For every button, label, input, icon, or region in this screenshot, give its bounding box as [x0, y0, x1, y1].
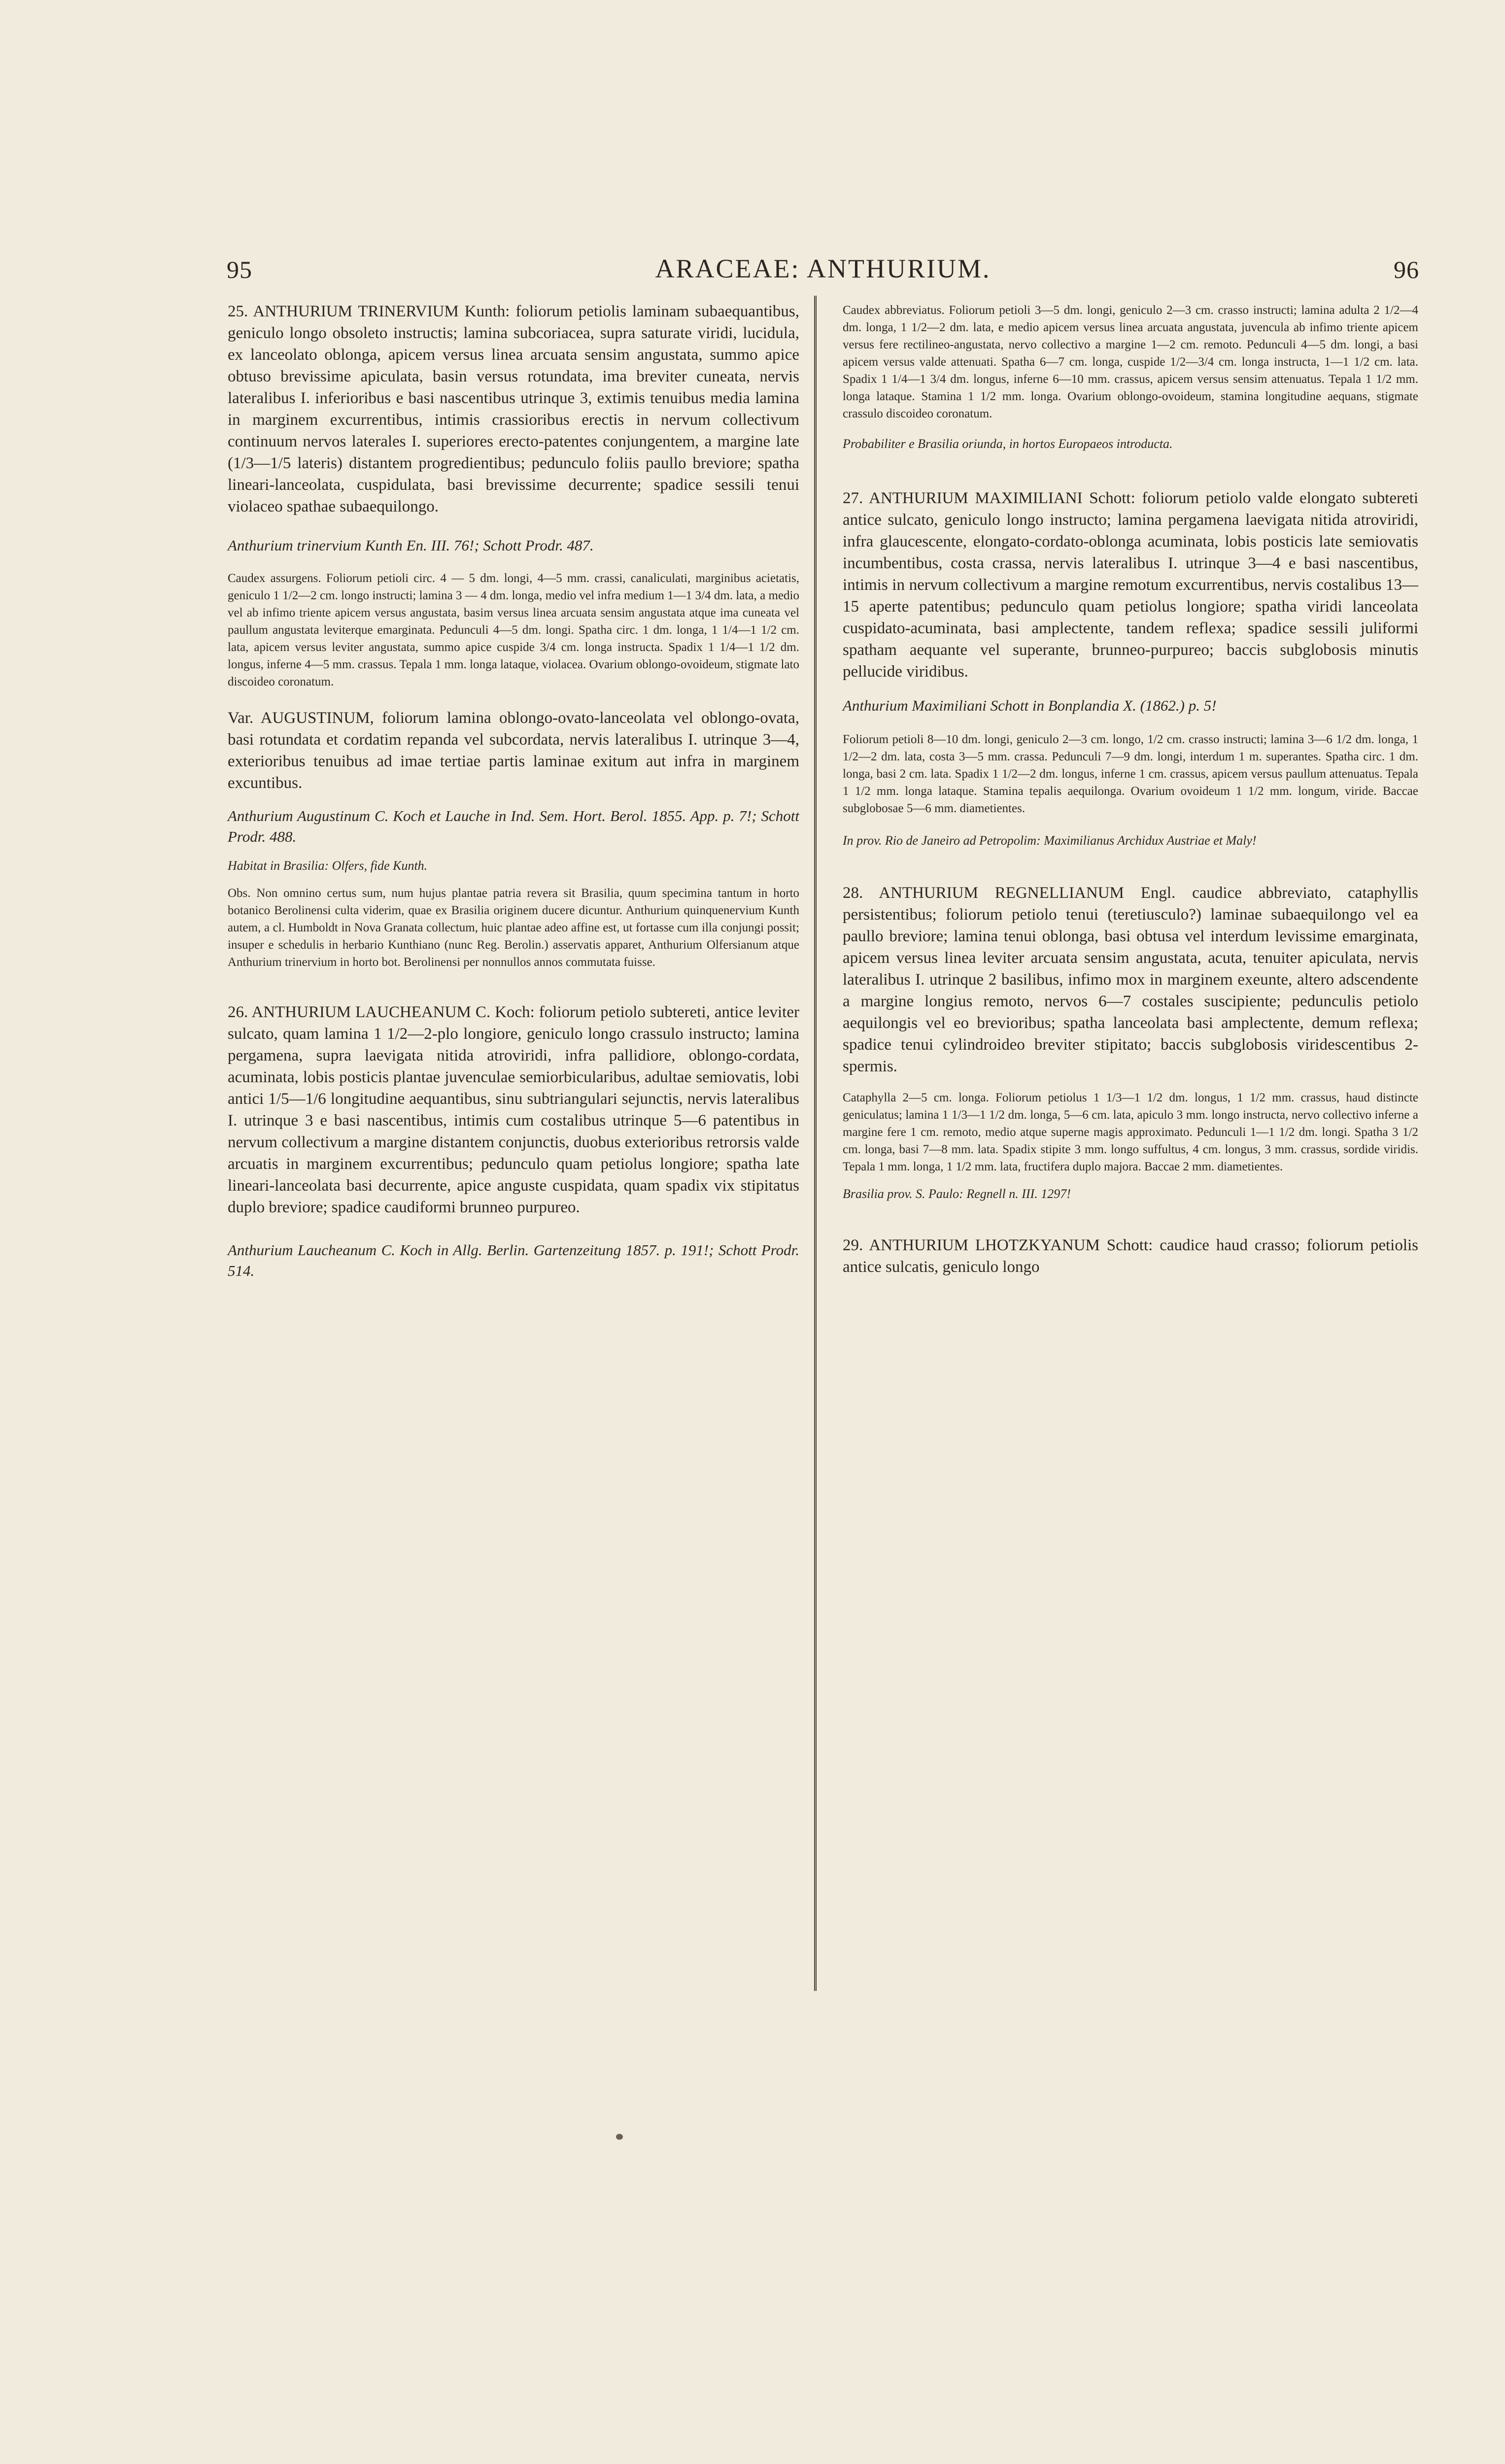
species-26-citation: Anthurium Laucheanum C. Koch in Allg. Berlin. Gartenzeitung 1857. p. 191!; Schott Prodr. 514. [228, 1241, 799, 1279]
page-number-right: 96 [1394, 256, 1419, 283]
species-27-description: 27. ANTHURIUM MAXIMILIANI Schott: foliorum petiolo valde elongato subtereti antice sulcato, geniculo longo instructo; lamina pergamena laevigata nitida atroviridi, infra glaucescente, elongato-cordato-oblonga acuminata, lobis posticis late semiovatis incumbentibus, costa crassa, nervis lateralibus I. utrinque 3—4 e basi nascentibus, intimis in nervum collectivum a margine remotum excurrentibus, nervis costalibus 13—15 aperte patentibus; pedunculo quam petiolus longiore; spatha viridi lanceolata cuspidato-acuminata, basi amplectente, tandem reflexa; spadice sessili juliformi spatham aequante vel superante, brunneo-purpureo; baccis subglobosis minutis pellucide viridibus. [843, 489, 1418, 681]
species-29-description: 29. ANTHURIUM LHOTZKYANUM Schott: caudice haud crasso; foliorum petiolis antice sulcatis, geniculo longo [843, 1236, 1418, 1276]
species-27-habitat: In prov. Rio de Janeiro ad Petropolim: Maximilianus Archidux Austriae et Maly! [843, 833, 1257, 848]
species-25-description: 25. ANTHURIUM TRINERVIUM Kunth: foliorum petiolis laminam subaequantibus, geniculo longo obsoleto instructis; lamina subcoriacea, supra saturate viridi, lucidula, ex lanceolato oblonga, apicem versus linea arcuata sensim angustata, summo apice obtuso brevissime apiculata, basin versus rotundata, ima breviter cuneata, nervis lateralibus I. inferioribus e basi nascentibus utrinque 3, extimis tenuibus media lamina in marginem excurrentibus, intimis crassioribus erectis in nervum collectivum continuum nervos laterales I. superiores erecto-patentes conjungentem, a margine late (1/3—1/5 lateris) distantem progredientibus; pedunculo foliis paullo breviore; spatha lineari-lanceolata, cuspidulata, basi brevissime decurrente; spadice sessili tenui violaceo spathae subaequilongo. [228, 303, 799, 515]
species-27-details: Foliorum petioli 8—10 dm. longi, geniculo 2—3 cm. longo, 1/2 cm. crasso instructi; lamina 3—6 1/2 dm. longa, 1 1/2—2 dm. lata, costa 3—5 mm. crassa. Pedunculi 7—9 dm. longi, interdum 1 m. superantes. Spatha circ. 1 dm. longa, basi 2 cm. lata. Spadix 1 1/2—2 dm. longus, inferne 1 cm. crassus, apicem versus paullum attenuatus. Tepala 1 1/2 mm. longa lataque. Stamina tepalis aequilonga. Ovarium ovoideum 1 1/2 mm. longum, viride. Baccae subglobosae 5—6 mm. diametientes. [843, 733, 1418, 815]
variety-habitat: Habitat in Brasilia: Olfers, fide Kunth. [228, 858, 428, 873]
species-26-description: 26. ANTHURIUM LAUCHEANUM C. Koch: foliorum petiolo subtereti, antice leviter sulcato, quam lamina 1 1/2—2-plo longiore, geniculo longo crassulo instructo; lamina pergamena, supra laevigata nitida atroviridi, infra pallidiore, oblongo-cordata, acuminata, lobis posticis plantae juvenculae semiorbicularibus, adultae semiovatis, lobi antici 1/5—1/6 longitudine aequantibus, sinu subtriangulari sejunctis, nervis lateralibus I. utrinque 3 e basi nascentibus, intimis cum costalibus utrinque 5—6 patentibus in nervum collectivum a margine distantem conjunctis, duobus exterioribus retrorsis valde arcuatis in marginem excurrentibus; pedunculo quam petiolus longiore; spatha late lineari-lanceolata basi decurrente, apice anguste cuspidata, quam spadix vix stipitatus duplo breviore; spadice caudiformi brunneo purpureo. [228, 1003, 799, 1216]
species-25-citation: Anthurium trinervium Kunth En. III. 76!; Schott Prodr. 487. [228, 537, 594, 554]
variety-augustinum-citation: Anthurium Augustinum C. Koch et Lauche in Ind. Sem. Hort. Berol. 1855. App. p. 7!; Schott Prodr. 488. [228, 807, 799, 845]
running-title: ARACEAE: ANTHURIUM. [655, 254, 991, 283]
species-26-details: Caudex abbreviatus. Foliorum petioli 3—5 dm. longi, geniculo 2—3 cm. crasso instructi; lamina adulta 2 1/2—4 dm. longa, 1 1/2—2 dm. lata, e medio apicem versus linea arcuata angustata, juvencula ab infimo triente apicem versus fere rectilineo-angustata, nervo collectivo a margine 1—2 cm. remoto. Pedunculi 4—5 dm. longi, a basi apicem versus valde attenuati. Spatha 6—7 cm. longa, cuspide 1/2—3/4 cm. longa instructa, 1—1 1/2 cm. lata. Spadix 1 1/4—1 3/4 dm. longus, inferne 6—10 mm. crassus, apicem versus sensim attenuatus. Tepala 1 1/2 mm. longa lataque. Stamina 1 1/2 mm. longa. Ovarium oblongo-ovoideum, stamina longitudine aequans, stigmate crassulo discoideo coronatum. [843, 304, 1418, 420]
right-column [843, 296, 1418, 1278]
species-26-habitat: Probabiliter e Brasilia oriunda, in hortos Europaeos introducta. [843, 437, 1173, 451]
species-25-details: Caudex assurgens. Foliorum petioli circ. 4 — 5 dm. longi, 4—5 mm. crassi, canaliculati, marginibus acietatis, geniculo 1 1/2—2 cm. longo instructi; lamina 3 — 4 dm. longa, medio vel infra medium 1—1 3/4 dm. lata, a medio vel ab infimo triente apicem versus angustata, basim versus linea arcuata sensim angustata atque ima cuneata vel paullum angustata leviterque emarginata. Pedunculi 4—5 dm. longi. Spatha circ. 1 dm. longa, 1 1/4—1 1/2 cm. lata, apicem versus leviter angustata, summo apice cuspide 3/4 cm. longa instructa. Spadix 1 1/4—1 1/2 dm. longus, inferne 4—5 mm. crassus. Tepala 1 mm. longa lataque, violacea. Ovarium oblongo-ovoideum, stigmate lato discoideo coronatum. [228, 572, 799, 688]
page-number-left: 95 [227, 256, 252, 283]
observation-note: Obs. Non omnino certus sum, num hujus plantae patria revera sit Brasilia, quum specimina tantum in horto botanico Berolinensi culta viderim, quae ex Brasilia originem ducere dicuntur. Anthurium quinquenervium Kunth autem, a cl. Humboldt in Nova Granata collectum, huic plantae adeo affine est, ut fortasse cum illa conjungi possit; insuper e schedulis in herbario Kunthiano (nunc Reg. Berolin.) asservatis apparet, Anthurium Olfersianum atque Anthurium trinervium in horto bot. Berolinensi per nonnullos annos commutata fuisse. [228, 887, 799, 969]
page-header [227, 246, 1419, 291]
column-divider [814, 296, 817, 1991]
left-column [228, 296, 799, 1281]
species-28-habitat: Brasilia prov. S. Paulo: Regnell n. III. 1297! [843, 1187, 1071, 1201]
variety-augustinum-description: Var. AUGUSTINUM, foliorum lamina oblongo-ovato-lanceolata vel oblongo-ovata, basi rotundata et cordatim repanda vel subcordata, nervis lateralibus I. utrinque 3—4, exterioribus tenuibus ad imae tertiae partis laminae exitum aut infra in marginem excuntibus. [228, 709, 799, 792]
ink-spot [616, 2134, 623, 2140]
species-28-description: 28. ANTHURIUM REGNELLIANUM Engl. caudice abbreviato, cataphyllis persistentibus; foliorum petiolo tenui (teretiusculo?) laminae subaequilongo vel ea paullo breviore; lamina tenui oblonga, basi obtusa vel interdum levissime emarginata, apicem versus linea leviter arcuata sensim angustata, acuta, tenuiter apiculata, nervis lateralibus I. utrinque 2 basilibus, infimo mox in marginem exeunte, altero adscendente a margine longius remoto, nervos 6—7 costales suscipiente; pedunculis petiolo aequilongis vel eo brevioribus; spatha lanceolata basi amplectente, demum reflexa; spadice tenui cylindroideo breviter stipitato; baccis subglobosis viridescentibus 2-spermis. [843, 884, 1418, 1075]
species-27-citation: Anthurium Maximiliani Schott in Bonplandia X. (1862.) p. 5! [843, 697, 1217, 714]
species-28-details: Cataphylla 2—5 cm. longa. Foliorum petiolus 1 1/3—1 1/2 dm. longus, 1 1/2 mm. crassus, haud distincte geniculatus; lamina 1 1/3—1 1/2 dm. longa, 5—6 cm. lata, apiculo 3 mm. longo instructa, nervo collectivo inferne a margine fere 1 cm. remoto, medio atque superne magis approximato. Pedunculi 1—1 1/2 dm. longi. Spatha 3 1/2 cm. longa, basi 7—8 mm. lata. Spadix stipite 3 mm. longo suffultus, 4 cm. longus, 3 mm. crassus, sordide viridis. Tepala 1 mm. longa, 1 1/2 mm. lata, fructifera duplo majora. Baccae 2 mm. diametientes. [843, 1091, 1418, 1173]
